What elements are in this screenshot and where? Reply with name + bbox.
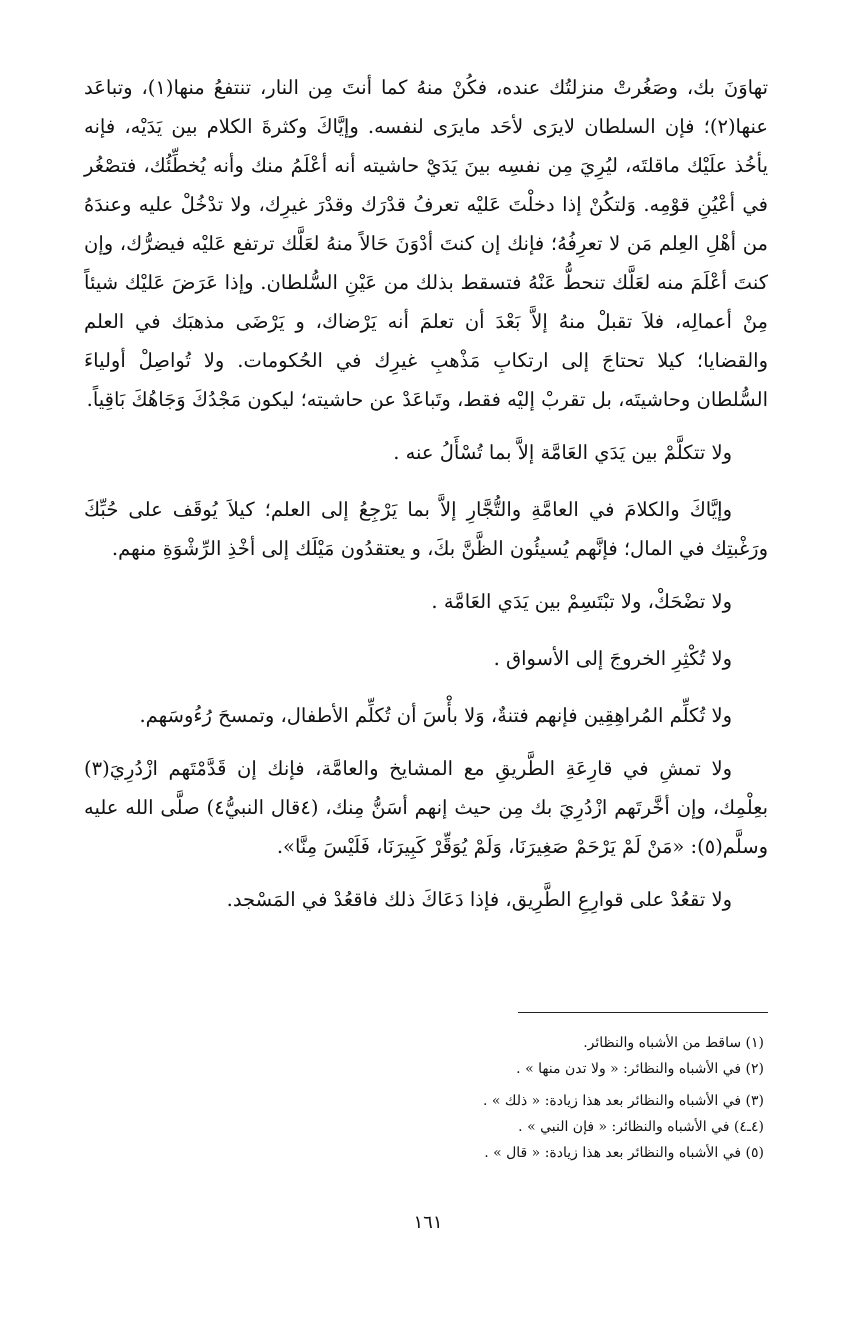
page-number: ١٦١ [413, 1212, 443, 1233]
paragraph-8: ولا تقعُدْ على قوارِعِ الطَّرِيق، فإذا دَعَاكَ ذلك فاقعُدْ في المَسْجد. [226, 888, 732, 911]
footnote-divider [518, 1012, 768, 1013]
footnote-5: (٥) في الأشباه والنظائر بعد هذا زيادة: « قال » . [484, 1145, 764, 1161]
paragraph-3: وإيَّاكَ والكلامَ في العامَّةِ والتُّجَّارِ إلاَّ بما يَرْجِعُ إلى العلم؛ كيلاَ يُوقَف على حُبِّكَ ورَغْبتِك في المال؛ فإنَّهم يُسيئُون الظَّنَّ بكَ، و يعتقدُون مَيْلَك إلى أخْذِ الرِّشْوَةِ منهم. [84, 498, 768, 560]
footnote-3: (٣) في الأشباه والنظائر بعد هذا زيادة: « ذلك » . [483, 1093, 764, 1109]
main-text [84, 68, 768, 933]
paragraph-4: ولا تضْحَكْ، ولا تبْتَسِمْ بين يَدَي العَامَّة . [431, 590, 732, 613]
footnotes [84, 1030, 764, 1166]
footnote-4: (٤ـ٤) في الأشباه والنظائر: « فإن النبي » . [518, 1119, 764, 1135]
footnote-2: (٢) في الأشباه والنظائر: « ولا تدن منها » . [516, 1061, 764, 1077]
paragraph-7: ولا تمشِ في قارِعَةِ الطَّريقِ مع المشايخ والعامَّة، فإنك إن قَدَّمْتَهم ازْدُرِيَ(٣) بعِلْمِك، وإن أخَّرتَهم ازْدُرِيَ بك مِن حيث إنهم أسَنُّ مِنك، (٤قال النبيُّ٤) صلَّى الله عليه وسلَّم(٥): «مَنْ لَمْ يَرْحَمْ صَغِيرَنَا، وَلَمْ يُوَقِّرْ كَبِيرَنَا، فَلَيْسَ مِنَّا». [84, 757, 768, 858]
footnote-1: (١) ساقط من الأشباه والنظائر. [583, 1035, 764, 1051]
paragraph-1: تهاوَنَ بك، وصَغُرتْ منزلتُك عنده، فكُنْ منهُ كما أنتَ مِن النار، تنتفعُ منها(١)، وتباعَد عنها(٢)؛ فإن السلطان لايرَى لأحَد مايرَى لنفسه. وإيَّاكَ وكثرةَ الكلام بين يَدَيْه، فإنه يأخُذ علَيْك ماقلتَه، ليُرِيَ مِن نفسِه بينَ يَدَيْ حاشيته أنه أعْلَمُ منك وأنه يُخطِّئُك، فتصْغُر في أعْيُنِ قوْمِه. وَلتكُنْ إذا دخلْتَ عَليْه تعرفُ قدْرَك وقدْرَ غيرِك، ولا تدْخُلْ عليه وعندَهُ من أهْلِ العِلم مَن لا تعرِفُهُ؛ فإنك إن كنتَ أدْوَنَ حَالاً منهُ لعَلَّك ترتفع عَليْه فيضرُّك، وإن كنتَ أعْلَمَ منه لعَلَّك تنحطُّ عَنْهُ فتسقط بذلك من عَيْنِ السُّلطان. وإذا عَرَضَ عَليْك شيئاً مِنْ أعمالِه، فلاَ تقبلْ منهُ إلاَّ بَعْدَ أن تعلمَ أنه يَرْضاك، و يَرْضَى مذهبَك في العلم والقضايا؛ كيلا تحتاجَ إلى ارتكابِ مَذْهبِ غيرِك في الحُكومات. ولا تُواصِلْ أولياءَ السُّلطان وحاشيتَه، بل تقربْ إليْه فقط، وتَباعَدْ عن حاشيته؛ ليكون مَجْدُكَ وَجَاهُكَ بَاقِياً. [84, 76, 768, 411]
paragraph-6: ولا تُكلِّم المُراهِقِين فإنهم فتنةٌ، وَلا بأْسَ أن تُكلِّم الأطفال، وتمسحَ رُءُوسَهم. [139, 704, 732, 727]
paragraph-5: ولا تُكْثِرِ الخروجَ إلى الأسواق . [493, 647, 732, 670]
paragraph-2: ولا تتكلَّمْ بين يَدَي العَامَّة إلاَّ بما تُسْأَلُ عنه . [393, 441, 732, 464]
